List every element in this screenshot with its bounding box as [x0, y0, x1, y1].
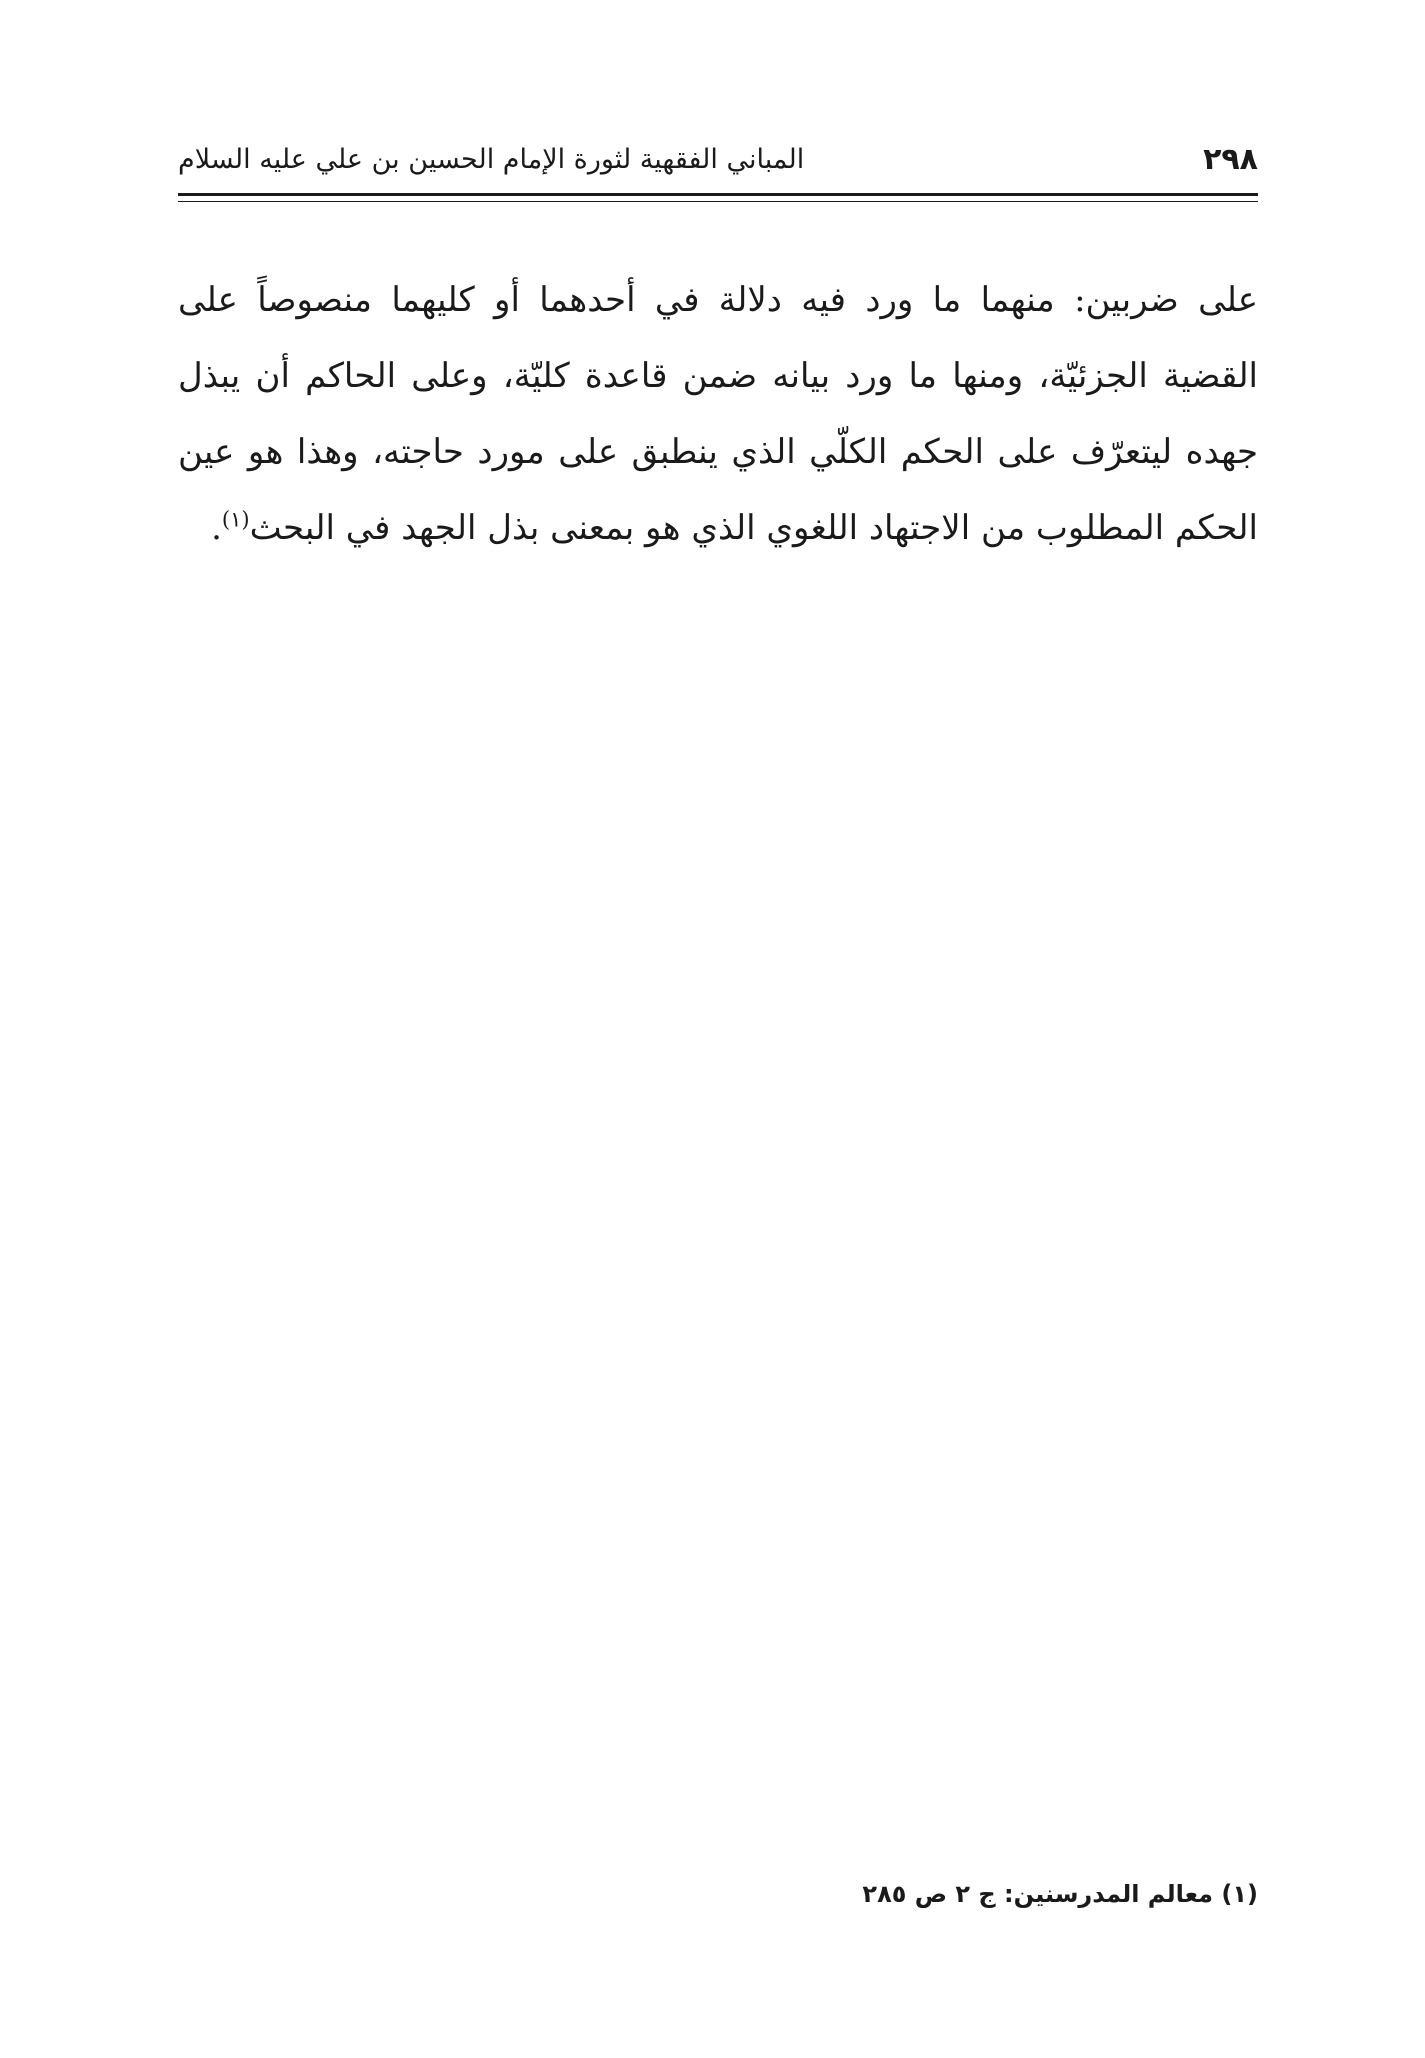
footnote: (١) معالم المدرسنين: ج ٢ ص ٢٨٥ [862, 1880, 1258, 1908]
end-punctuation: . [211, 508, 222, 548]
page-number: ٢٩٨ [1203, 141, 1258, 177]
body-text: على ضربين: منهما ما ورد فيه دلالة في أحدهما أو كليهما منصوصاً على القضية الجزئيّة، ومنها ما ورد بيانه ضمن قاعدة كليّة، وعلى الحاكم أن يبذل جهده ليتعرّف على الحكم الكلّي الذي ينطبق على مورد حاجته، وهذا هو عين الحكم المطلوب من الاجتهاد اللغوي الذي هو بمعنى بذل الجهد في البحث [178, 280, 1258, 548]
body-paragraph [178, 262, 1258, 566]
footnote-reference[interactable]: (١) [221, 507, 250, 532]
header-rule-thick [178, 193, 1258, 196]
running-title: المباني الفقهية لثورة الإمام الحسين بن علي عليه السلام [178, 143, 805, 175]
header-rule-thin [178, 201, 1258, 202]
running-header [178, 134, 1258, 184]
